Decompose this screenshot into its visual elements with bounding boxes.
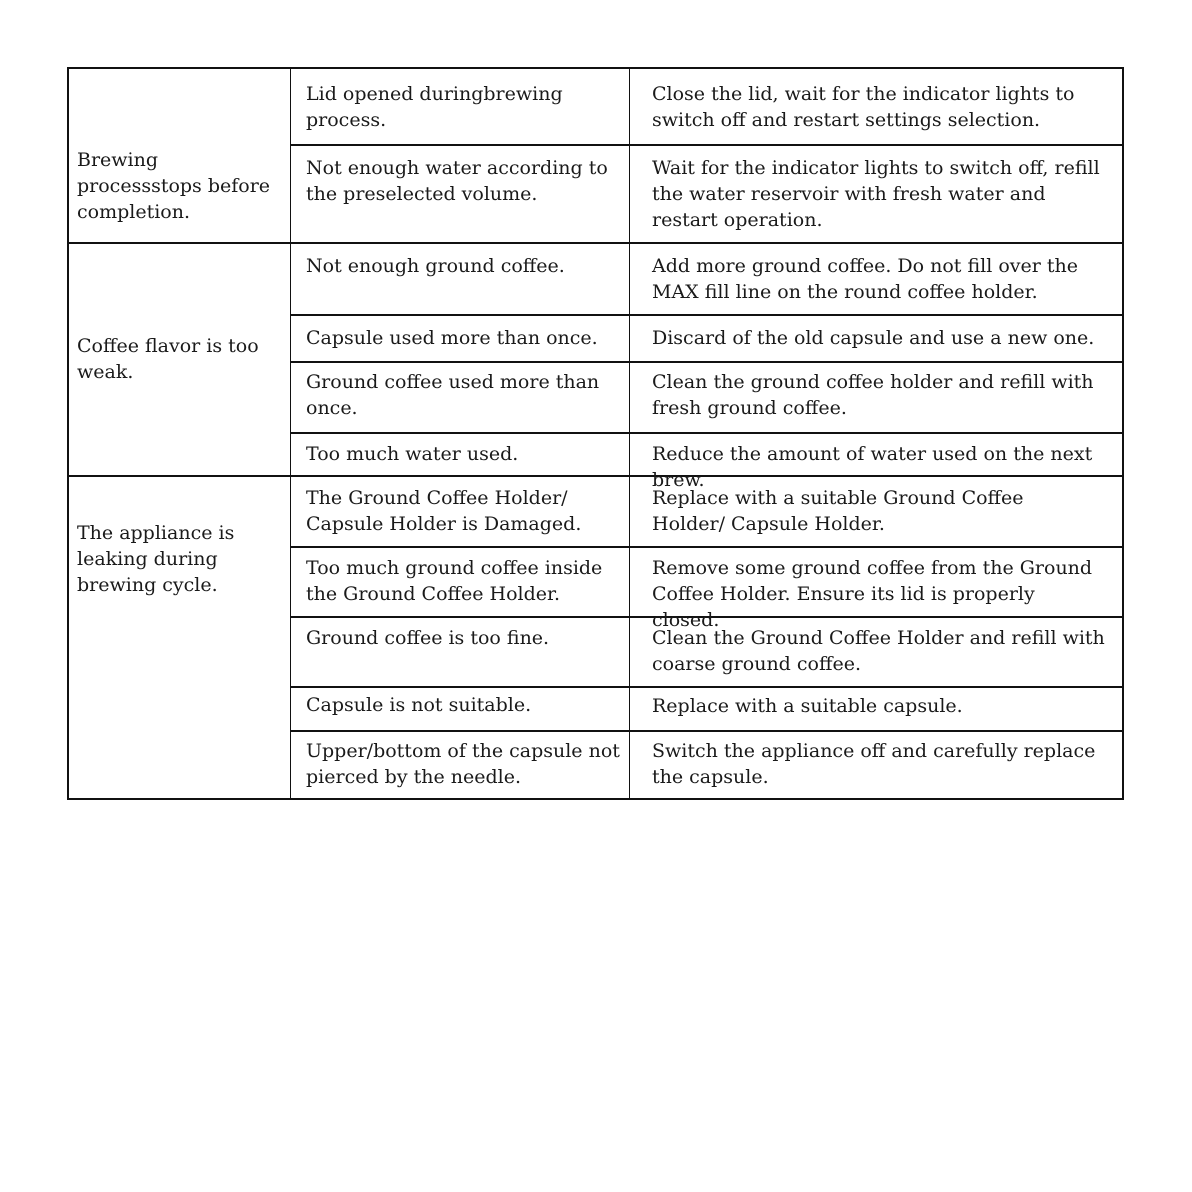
group-divider [69,242,1122,244]
row-divider [290,432,1122,434]
row-divider [290,546,1122,548]
solution-cell: Replace with a suitable capsule. [652,695,963,717]
cause-cell: Upper/bottom of the capsule not pierced by the needle. [306,740,620,788]
row-divider [290,686,1122,688]
solution-cell: Clean the Ground Coffee Holder and refill with coarse ground coffee. [652,627,1105,675]
row-divider [290,314,1122,316]
solution-cell: Discard of the old capsule and use a new one. [652,327,1095,349]
row-divider [290,730,1122,732]
troubleshooting-table [67,67,1124,800]
cause-cell: The Ground Coffee Holder/ Capsule Holder is Damaged. [306,487,582,535]
solution-cell: Replace with a suitable Ground Coffee Holder/ Capsule Holder. [652,487,1024,535]
cause-cell: Too much water used. [306,443,519,465]
cause-cell: Not enough water according to the preselected volume. [306,157,608,205]
solution-cell: Close the lid, wait for the indicator lights to switch off and restart settings selection. [652,83,1075,131]
cause-cell: Lid opened duringbrewing process. [306,83,563,131]
row-divider [290,361,1122,363]
cause-cell: Capsule is not suitable. [306,694,532,716]
cause-cell: Too much ground coffee inside the Ground Coffee Holder. [306,557,603,605]
solution-cell: Reduce the amount of water used on the next brew. [652,443,1093,491]
solution-cell: Add more ground coffee. Do not fill over the MAX fill line on the round coffee holder. [652,255,1078,303]
problem-cell: The appliance is leaking during brewing cycle. [77,522,235,596]
cause-cell: Not enough ground coffee. [306,255,565,277]
cause-cell: Ground coffee used more than once. [306,371,600,419]
solution-cell: Switch the appliance off and carefully replace the capsule. [652,740,1096,788]
solution-cell: Wait for the indicator lights to switch off, refill the water reservoir with fresh water and restart operation. [652,157,1100,231]
row-divider [290,144,1122,146]
solution-cell: Remove some ground coffee from the Ground Coffee Holder. Ensure its lid is properly closed. [652,557,1093,631]
problem-cell: Brewing processstops before completion. [77,149,271,223]
cause-cell: Ground coffee is too fine. [306,627,550,649]
solution-cell: Clean the ground coffee holder and refill with fresh ground coffee. [652,371,1094,419]
cause-cell: Capsule used more than once. [306,327,598,349]
problem-cell: Coffee flavor is too weak. [77,335,259,383]
